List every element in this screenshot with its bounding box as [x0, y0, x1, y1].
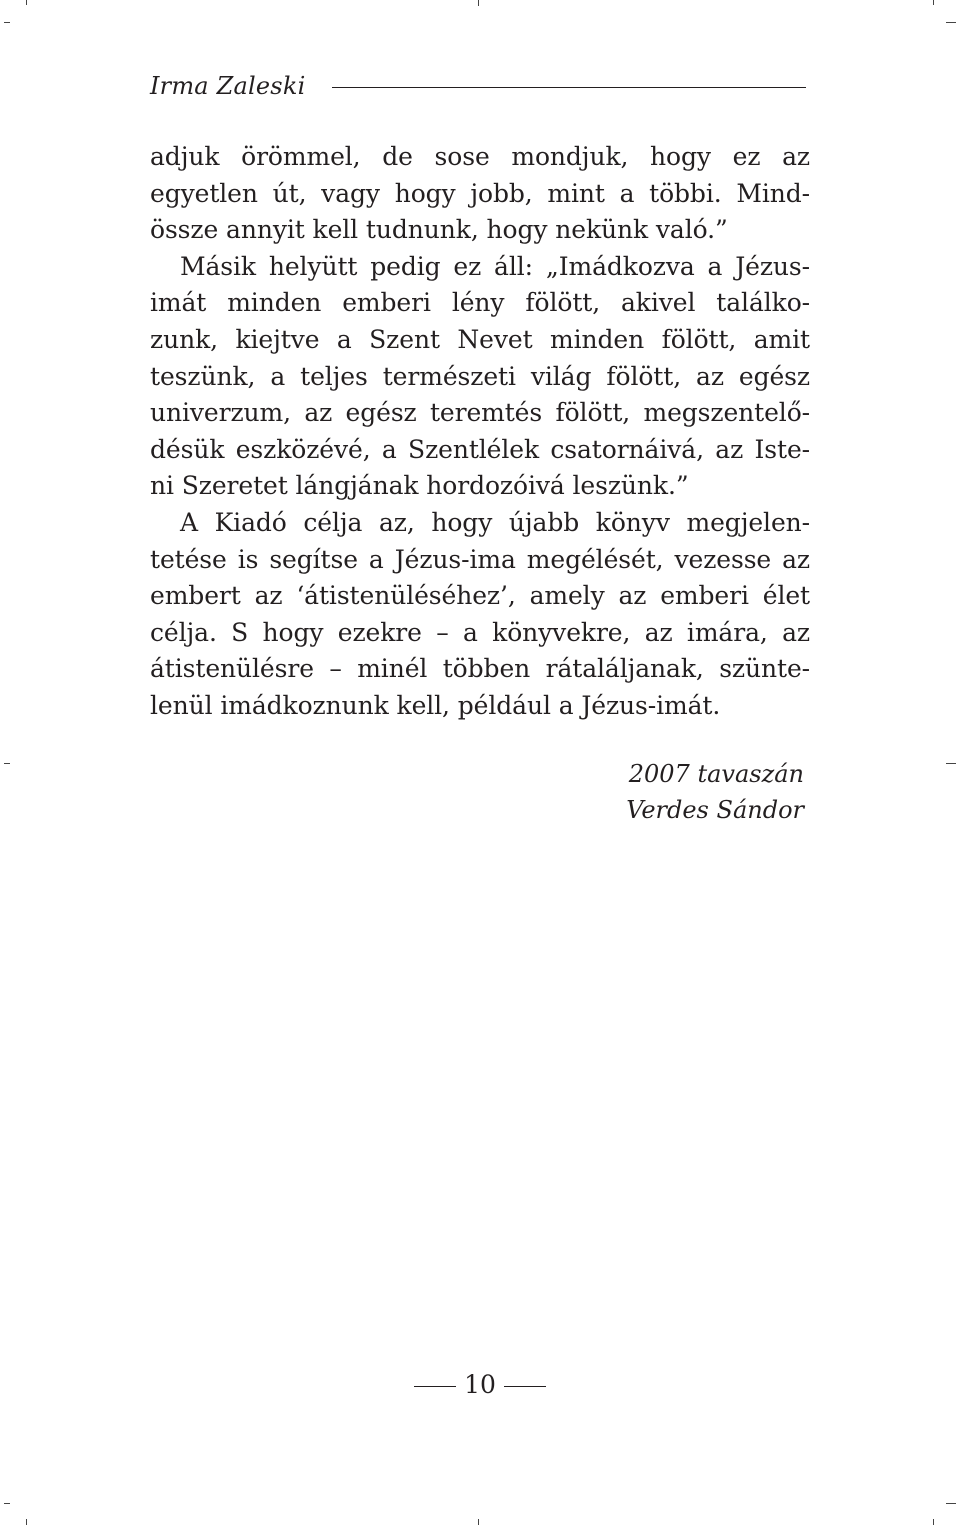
- text-line: egyetlen út, vagy hogy jobb, mint a többi. Mind-: [150, 178, 810, 208]
- running-header-author: Irma Zaleski: [150, 72, 306, 100]
- crop-mark: [26, 1519, 27, 1525]
- text-line: univerzum, az egész teremtés fölött, megszentelő-: [150, 398, 810, 428]
- crop-mark: [933, 1519, 934, 1525]
- text-line: désük eszközévé, a Szentlélek csatornáivá, az Iste-: [150, 434, 810, 464]
- text-line: tetése is segítse a Jézus-ima megélését, vezesse az: [150, 544, 810, 574]
- text-line: A Kiadó célja az, hogy újabb könyv megjelen-: [180, 507, 810, 537]
- header-rule: [332, 87, 806, 88]
- crop-mark: [946, 1503, 956, 1504]
- text-line: embert az ‘átistenüléséhez’, amely az emberi élet: [150, 581, 810, 611]
- text-line: ni Szeretet lángjának hordozóivá leszünk.”: [150, 471, 689, 501]
- text-line: imát minden emberi lény fölött, akivel találko-: [150, 288, 810, 318]
- signature-block: [626, 756, 804, 828]
- text-line: célja. S hogy ezekre – a könyvekre, az imára, az: [150, 617, 810, 647]
- body-text: [150, 139, 810, 725]
- crop-mark: [478, 1519, 479, 1525]
- crop-mark: [26, 0, 27, 5]
- page-footer: [0, 1367, 960, 1403]
- page-number: 10: [464, 1370, 496, 1399]
- text-line: teszünk, a teljes természeti világ fölött, az egész: [150, 361, 810, 391]
- folio-rule-right: [504, 1386, 546, 1387]
- signature-date: 2007 tavaszán: [628, 760, 804, 788]
- text-line: adjuk örömmel, de sose mondjuk, hogy ez az: [150, 142, 810, 171]
- text-line: Másik helyütt pedig ez áll: „Imádkozva a Jézus-: [180, 251, 810, 281]
- folio-rule-left: [414, 1386, 456, 1387]
- text-line: össze annyit kell tudnunk, hogy nekünk való.”: [150, 215, 728, 245]
- crop-mark: [946, 22, 956, 23]
- crop-mark: [933, 0, 934, 5]
- crop-mark: [478, 0, 479, 6]
- text-line: lenül imádkoznunk kell, például a Jézus-imát.: [150, 690, 721, 720]
- running-header: [150, 68, 806, 108]
- signature-name: Verdes Sándor: [626, 796, 804, 824]
- crop-mark: [4, 1503, 10, 1504]
- crop-mark: [4, 763, 10, 764]
- text-line: átistenülésre – minél többen rátaláljanak, szünte-: [150, 654, 810, 684]
- text-line: zunk, kiejtve a Szent Nevet minden fölött, amit: [150, 324, 810, 354]
- crop-mark: [946, 763, 956, 764]
- crop-mark: [4, 22, 10, 23]
